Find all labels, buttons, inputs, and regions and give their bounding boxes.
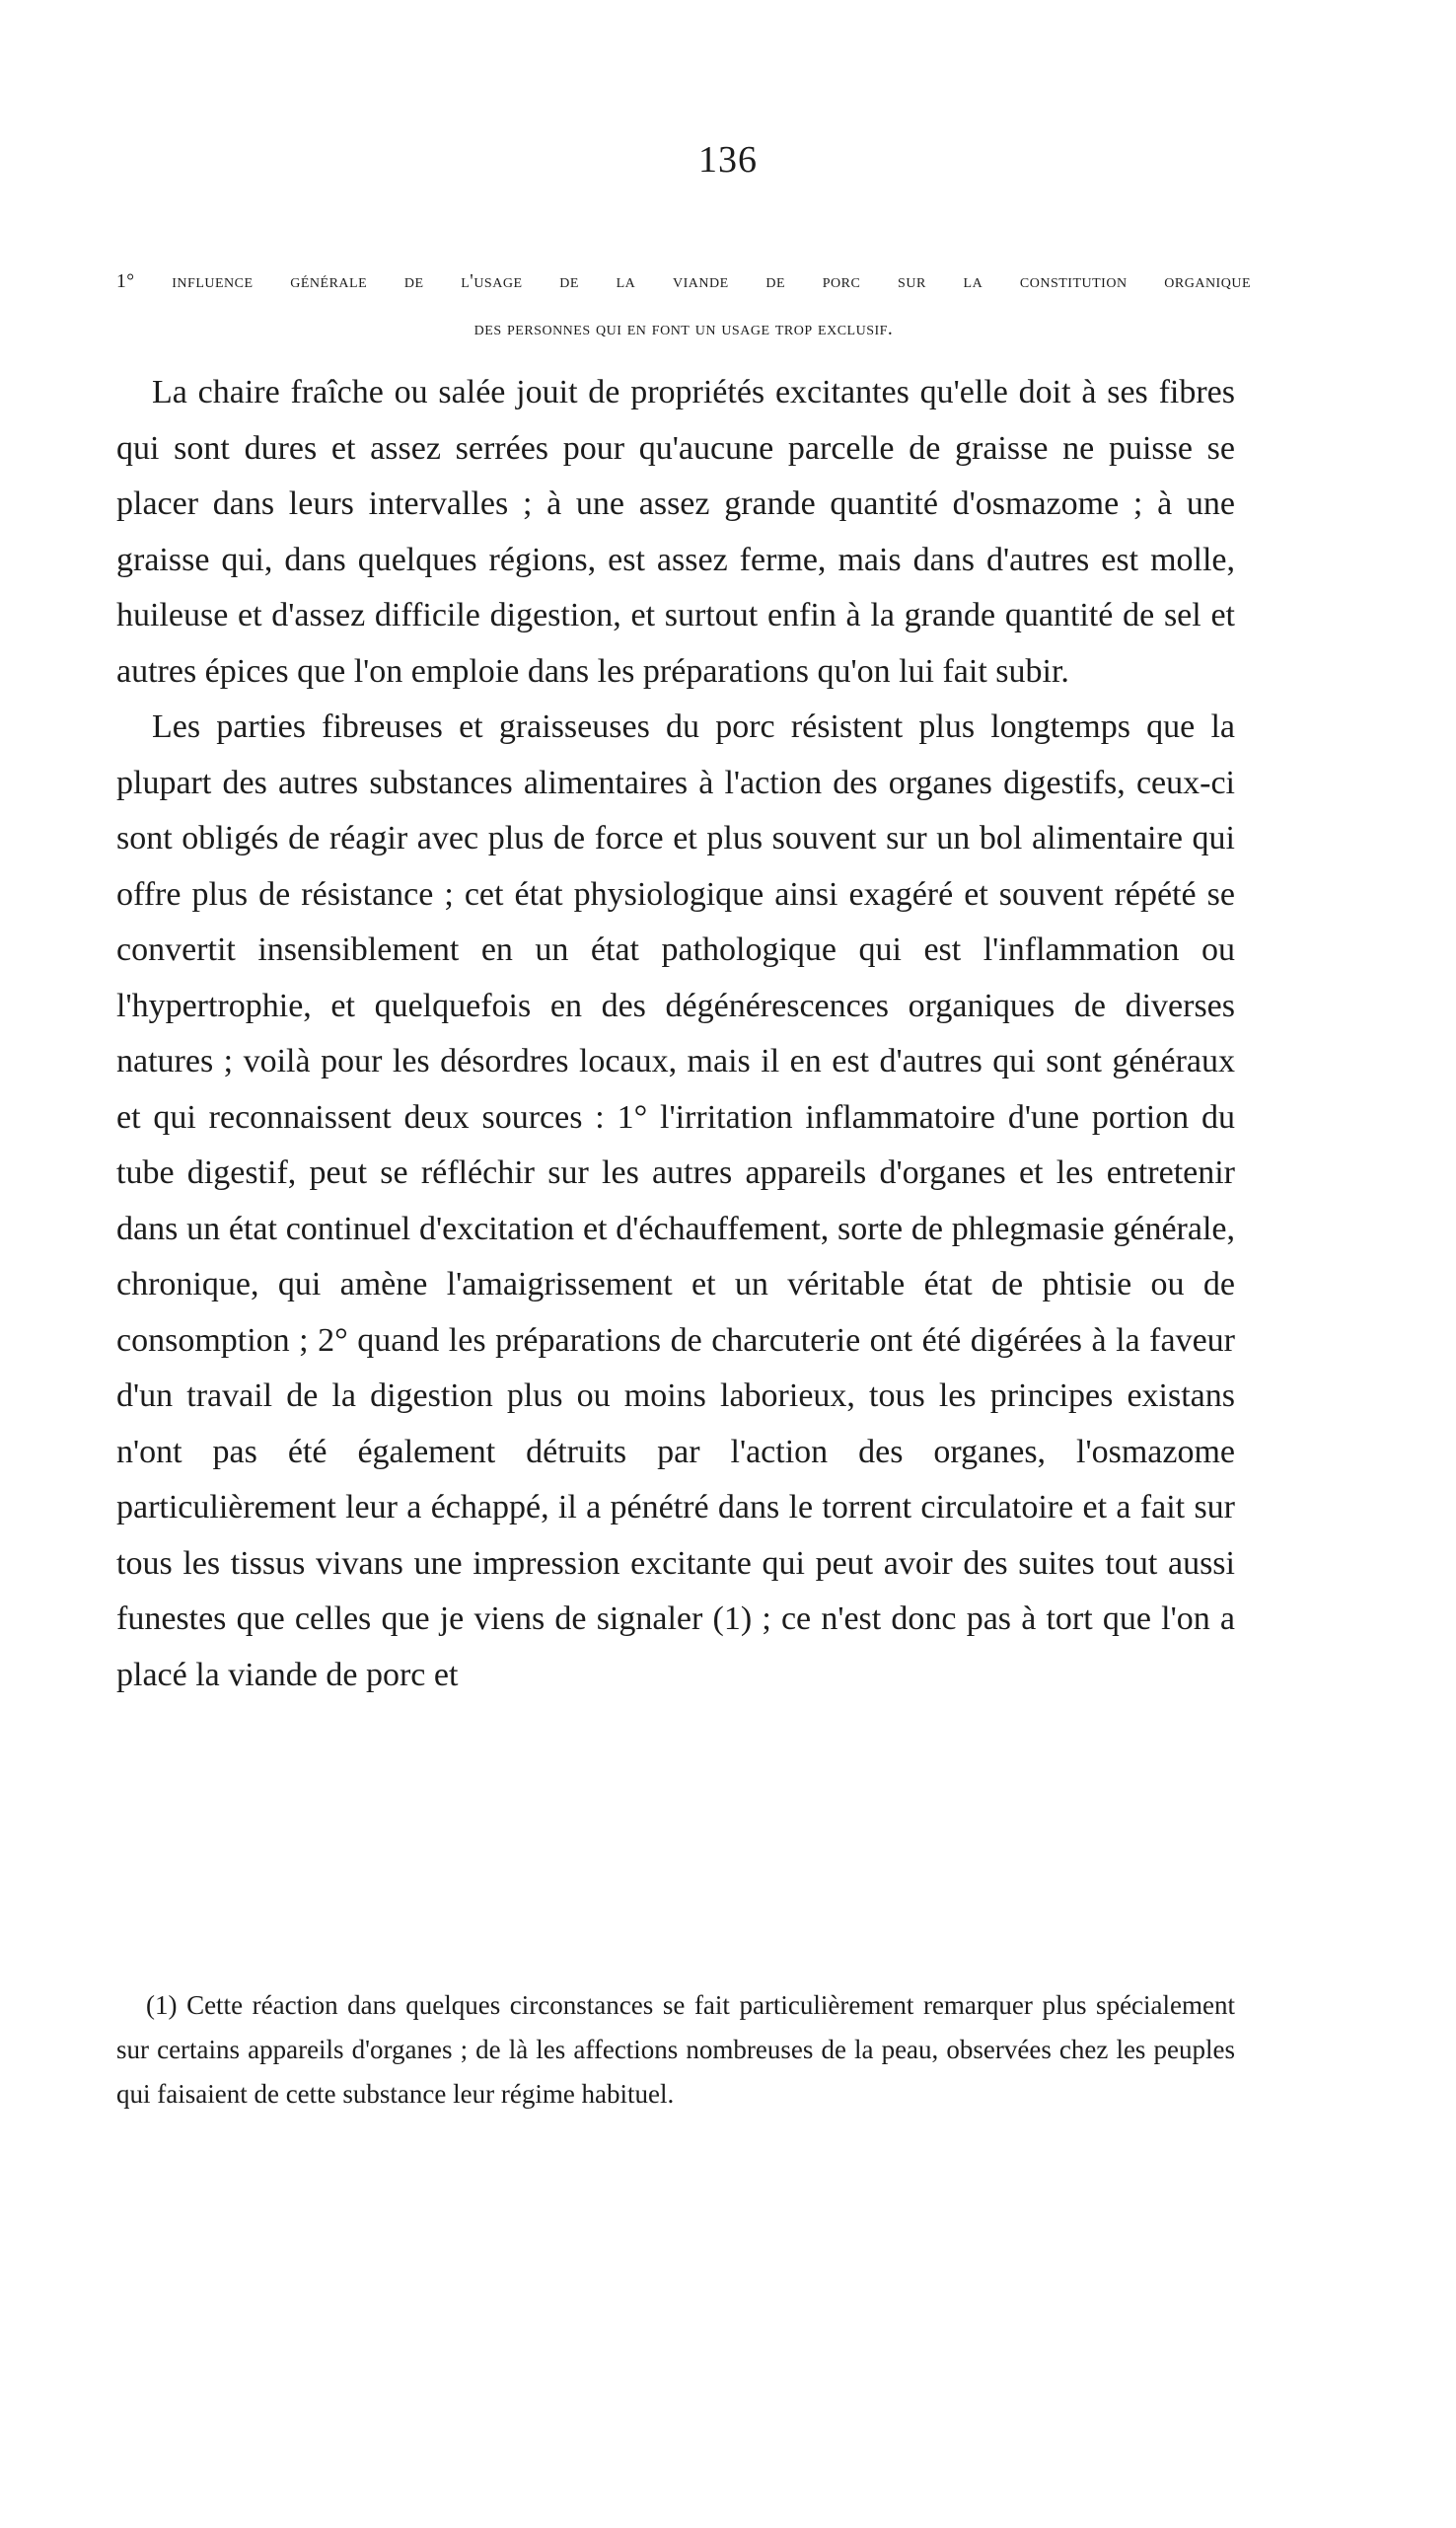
paragraph-1: La chaire fraîche ou salée jouit de propriétés excitantes qu'elle doit à ses fibres qui sont dures et assez serrées pour qu'aucune parcelle de graisse ne puisse se placer dans leurs intervalles ; à une assez grande quantité d'osmazome ; à une graisse qui, dans quelques régions, est assez ferme, mais dans d'autres est molle, huileuse et d'assez difficile digestion, et surtout enfin à la grande quantité de sel et autres épices que l'on emploie dans les préparations qu'on lui fait subir. xyxy=(116,374,1235,690)
body-text xyxy=(116,365,1235,1703)
paragraph-2: Les parties fibreuses et graisseuses du porc résistent plus longtemps que la plupart des autres substances alimentaires à l'action des organes digestifs, ceux-ci sont obligés de réagir avec plus de force et plus souvent sur un bol alimentaire qui offre plus de résistance ; cet état physiologique ainsi exagéré et souvent répété se convertit insensiblement en un état pathologique qui est l'inflammation ou l'hypertrophie, et quelquefois en des dégénérescences organiques de diverses natures ; voilà pour les désordres locaux, mais il en est d'autres qui sont généraux et qui reconnaissent deux sources : 1° l'irritation inflammatoire d'une portion du tube digestif, peut se réfléchir sur les autres appareils d'organes et les entretenir dans un état continuel d'excitation et d'échauffement, sorte de phlegmasie générale, chronique, qui amène l'amaigrissement et un véritable état de phtisie ou de consomption ; 2° quand les préparations de charcuterie ont été digérées à la faveur d'un travail de la digestion plus ou moins laborieux, tous les principes existans n'ont pas été également détruits par l'action des organes, l'osmazome particulièrement leur a échappé, il a pénétré dans le torrent circulatoire et a fait sur tous les tissus vivans une impression excitante qui peut avoir des suites tout aussi funestes que celles que je viens de signaler (1) ; ce n'est donc pas à tort que l'on a placé la viande de porc et xyxy=(116,708,1235,1693)
footnote xyxy=(116,1983,1235,2117)
section-heading-line-1: 1° influence générale de l'usage de la viande de porc sur la constitution organique xyxy=(116,271,1251,292)
section-heading xyxy=(116,259,1251,353)
section-heading-line-2: des personnes qui en font un usage trop exclusif. xyxy=(473,319,894,339)
footnote-text: (1) Cette réaction dans quelques circonstances se fait particulièrement remarquer plus spécialement sur certains appareils d'organes ; de là les affections nombreuses de la peau, observées chez les peuples qui faisaient de cette substance leur régime habituel. xyxy=(116,1990,1235,2109)
page-number: 136 xyxy=(698,139,758,181)
